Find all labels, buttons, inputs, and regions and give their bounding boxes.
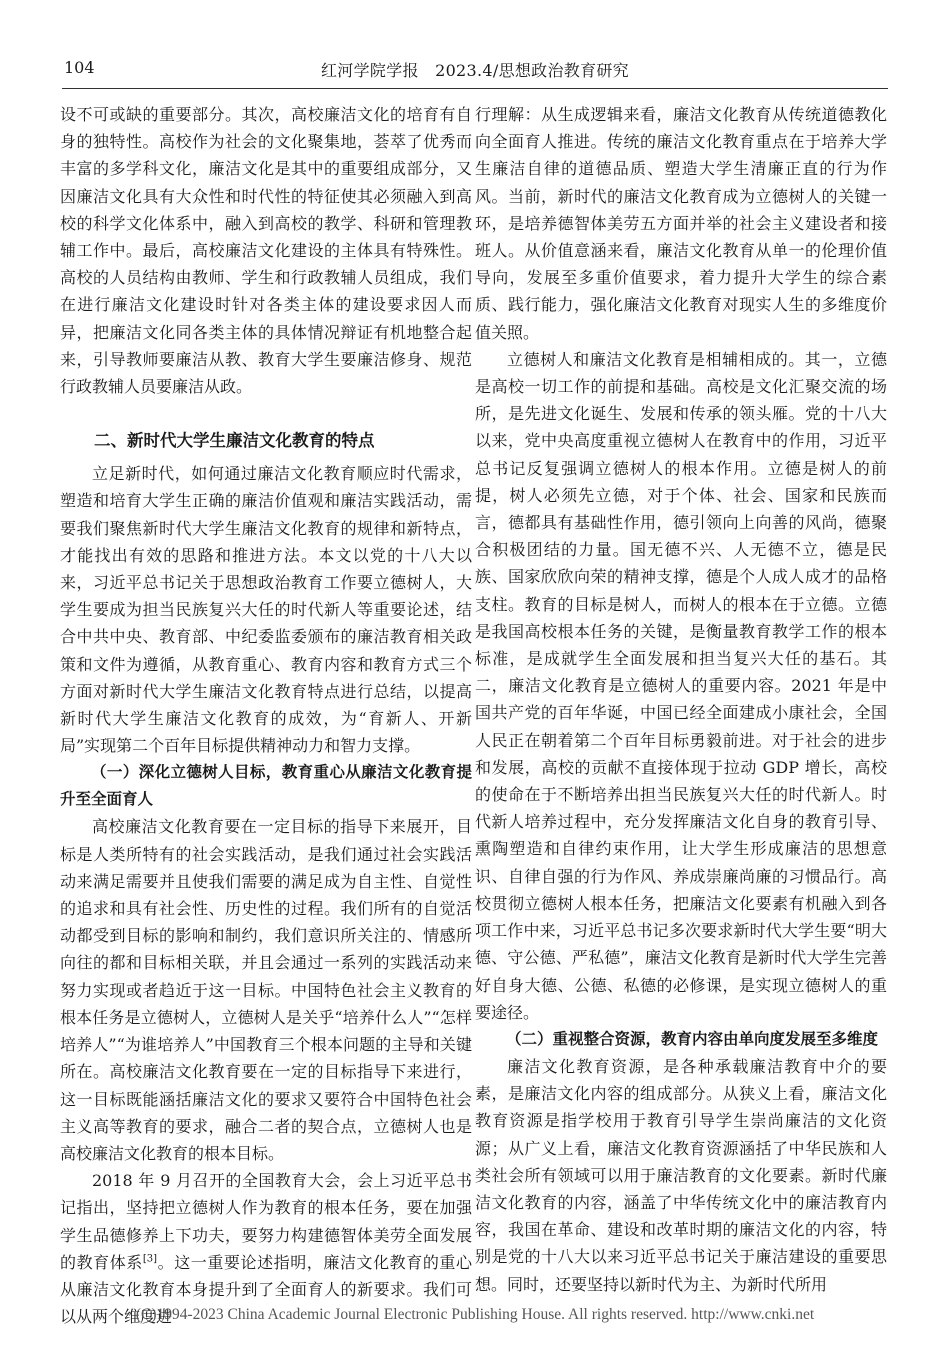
paragraph: 高校廉洁文化教育要在一定目标的指导下来展开，目标是人类所特有的社会实践活动，是我们通过社会实践活动来满足需要并且使我们需要的满足成为自主性、自觉性的追求和具有社会性、历史性的过程。我们所有的自觉活动都受到目标的影响和制约，我们意识所关注的、情感所向往的都和目标相关联，并且会通过一系列的实践活动来努力实现或者趋近于这一目标。中国特色社会主义教育的根本任务是立德树人，立德树人是关乎“培养什么人”“怎样培养人”“为谁培养人”中国教育三个根本问题的主导和关键所在。高校廉洁文化教育要在一定的目标指导下来进行，这一目标既能涵括廉洁文化的要求又要符合中国特色社会主义高等教育的要求，融合二者的契合点，立德树人也是高校廉洁文化教育的根本目标。: [60, 817, 472, 1163]
subsection-heading-2: （二）重视整合资源，教育内容由单向度发展至多维度: [506, 1029, 879, 1048]
paragraph-text-tail: 。这一重要论述指明，廉洁文化教育的重心从廉洁文化教育本身提升到了全面育人的新要求。我们可以从两个维度进: [60, 1252, 472, 1327]
paragraph: 廉洁文化教育资源，是各种承载廉洁教育中介的要素，是廉洁文化内容的组成部分。从狭义上看，廉洁文化教育资源是指学校用于教育引导学生崇尚廉洁的文化资源；从广义上看，廉洁文化教育资源涵括了中华民族和人类社会所有领域可以用于廉洁教育的文化要素。新时代廉洁文化教育的内容，涵盖了中华传统文化中的廉洁教育内容，我国在革命、建设和改革时期的廉洁文化的内容，特别是党的十八大以来习近平总书记关于廉洁建设的重要思想。同时，还要坚持以新时代为主、为新时代所用: [475, 1056, 887, 1294]
left-column: [60, 101, 472, 1327]
page-number: 104: [64, 58, 95, 77]
section-heading: 二、新时代大学生廉洁文化教育的特点: [94, 431, 375, 451]
subsection-heading-1: （一）深化立德树人目标，教育重心从廉洁文化教育提升至全面育人: [60, 763, 472, 809]
paragraph-text: 2018 年 9 月召开的全国教育大会，会上习近平总书记指出，坚持把立德树人作为教育的根本任务，要在加强学生品德修养上下功夫，要努力构建德智体美劳全面发展的教育体系: [60, 1171, 472, 1272]
paragraph-continued: 设不可或缺的重要部分。其次，高校廉洁文化的培育有自身的独特性。高校作为社会的文化聚集地，荟萃了优秀而丰富的多学科文化，廉洁文化是其中的重要组成部分，又因廉洁文化具有大众性和时代性的特征使其必须融入到高校的科学文化体系中，融入到高校的教学、科研和管理教辅工作中。最后，高校廉洁文化建设的主体具有特殊性。高校的人员结构由教师、学生和行政教辅人员组成，我们在进行廉洁文化建设时针对各类主体的建设要求因人而异，把廉洁文化同各类主体的具体情况辩证有机地整合起来，引导教师要廉洁从教、教育大学生要廉洁修身、规范行政教辅人员要廉洁从政。: [60, 105, 472, 397]
journal-running-title: 红河学院学报 2023.4/思想政治教育研究: [321, 61, 629, 80]
page-header: [64, 58, 886, 88]
paragraph: 立足新时代，如何通过廉洁文化教育顺应时代需求，塑造和培育大学生正确的廉洁价值观和廉洁实践活动，需要我们聚焦新时代大学生廉洁文化教育的规律和新特点，才能找出有效的思路和推进方法。本文以党的十八大以来，习近平总书记关于思想政治教育工作要立德树人，大学生要成为担当民族复兴大任的时代新人等重要论述，结合中共中央、教育部、中纪委监委颁布的廉洁教育相关政策和文件为遵循，从教育重心、教育内容和教育方式三个方面对新时代大学生廉洁文化教育特点进行总结，以提高新时代大学生廉洁文化教育的成效，为“育新人、开新局”实现第二个百年目标提供精神动力和智力支撑。: [60, 464, 472, 756]
citation-ref: [3]: [142, 1253, 158, 1265]
paragraph-continued: 行理解：从生成逻辑来看，廉洁文化教育从传统道德教化向全面育人推进。传统的廉洁文化教育重点在于培养大学生廉洁自律的道德品质、塑造大学生清廉正直的行为作风。当前，新时代的廉洁文化教育成为立德树人的关键一环，是培养德智体美劳五方面并举的社会主义建设者和接班人。从价值意涵来看，廉洁文化教育从单一的伦理价值导向，发展至多重价值要求，着力提升大学生的综合素质、践行能力，强化廉洁文化教育对现实人生的多维度价值关照。: [475, 105, 887, 342]
paragraph: 立德树人和廉洁文化教育是相辅相成的。其一，立德是高校一切工作的前提和基础。高校是文化汇聚交流的场所，是先进文化诞生、发展和传承的领头雁。党的十八大以来，党中央高度重视立德树人在教育中的作用，习近平总书记反复强调立德树人的根本作用。立德是树人的前提，树人必须先立德，对于个体、社会、国家和民族而言，德都具有基础性作用，德引领向上向善的风尚，德聚合积极团结的力量。国无德不兴、人无德不立，德是民族、国家欣欣向荣的精神支撑，德是个人成人成才的品格支柱。教育的目标是树人，而树人的根本在于立德。立德是我国高校根本任务的关键，是衡量教育教学工作的根本标准，是成就学生全面发展和担当复兴大任的基石。其二，廉洁文化教育是立德树人的重要内容。2021 年是中国共产党的百年华诞，中国已经全面建成小康社会，全国人民正在朝着第二个百年目标勇毅前进。对于社会的进步和发展，高校的贡献不直接体现于拉动 GDP 增长，高校的使命在于不断培养出担当民族复兴大任的时代新人。时代新人培养过程中，充分发挥廉洁文化自身的教育引导、熏陶塑造和自律约束作用，让大学生形成廉洁的思想意识、自律自强的行为作风、养成崇廉尚廉的习惯品行。高校贯彻立德树人根本任务，把廉洁文化要素有机融入到各项工作中来，习近平总书记多次要求新时代大学生要“明大德、守公德、严私德”，廉洁文化教育是新时代大学生完善好自身大德、公德、私德的必修课，是实现立德树人的重要途径。: [475, 349, 887, 1022]
copyright-footer: (C)1994-2023 China Academic Journal Electronic Publishing House. All rights reserved. http://www.cnki.net: [135, 1306, 815, 1323]
header-rule: [62, 88, 888, 89]
right-column: [475, 101, 887, 1297]
